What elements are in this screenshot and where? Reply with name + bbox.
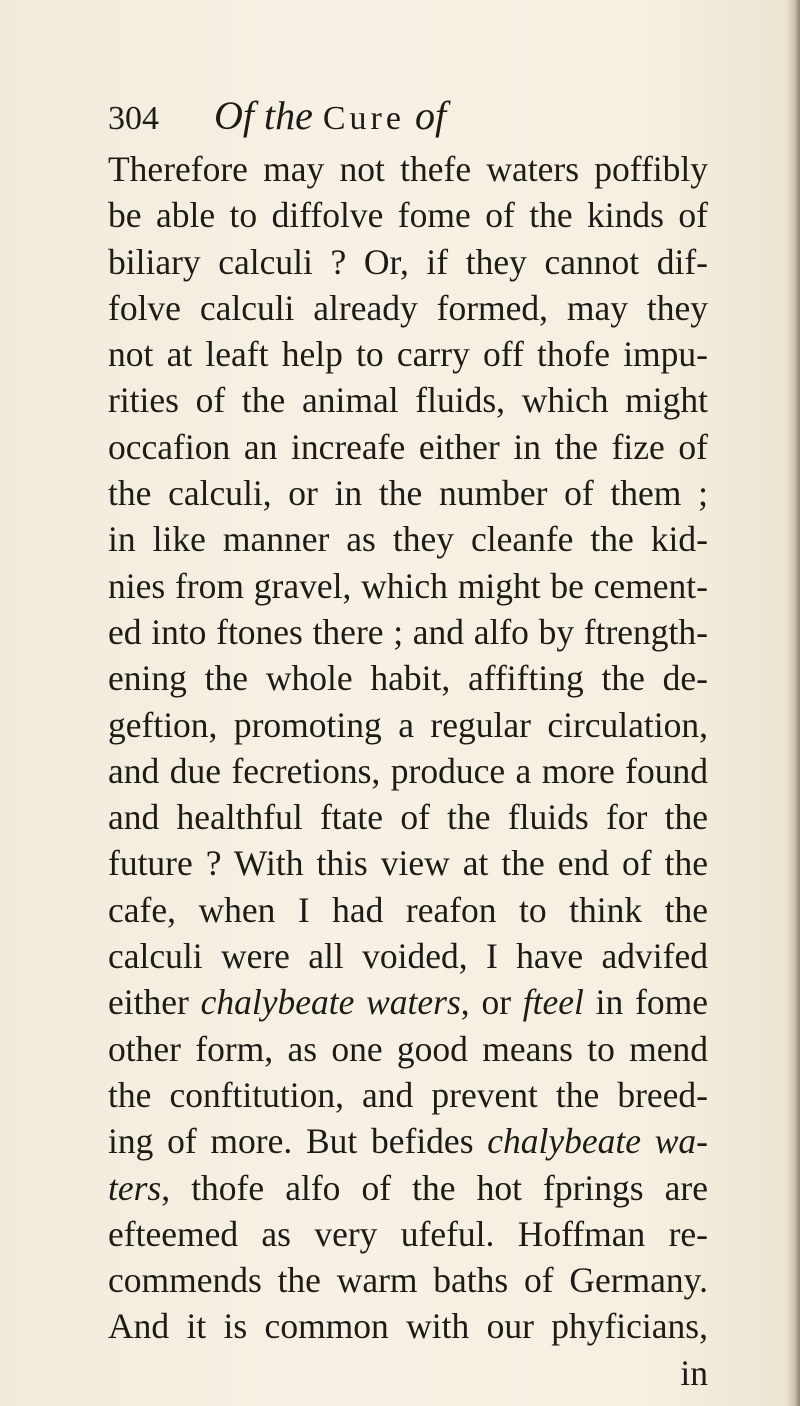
- text-line: [108, 377, 708, 423]
- text-run: geftion, promoting a regular circulation,: [108, 704, 708, 745]
- text-line: [108, 424, 708, 470]
- running-title: [214, 86, 446, 149]
- text-line: [108, 748, 708, 794]
- text-line: [108, 1211, 708, 1257]
- text-line: [108, 609, 708, 655]
- text-line: [108, 331, 708, 377]
- text-line: [108, 1118, 708, 1164]
- text-line: [108, 1257, 708, 1303]
- text-run: ing of more. But befides: [108, 1121, 488, 1162]
- text-line: [108, 146, 708, 192]
- text-run: commends the warm baths of Germany.: [108, 1260, 708, 1301]
- text-run: ed into ftones there ; and alfo by ftrength-: [108, 611, 708, 652]
- running-title-part-1: Of the: [214, 93, 313, 138]
- running-header: [108, 86, 708, 146]
- text-line: [108, 285, 708, 331]
- text-run: nies from gravel, which might be cement-: [108, 565, 708, 606]
- text-run: , or: [460, 982, 523, 1023]
- body-text: [108, 146, 708, 1396]
- text-line: [108, 1026, 708, 1072]
- text-run: occafion an increafe either in the fize of: [108, 426, 708, 467]
- text-line: [108, 794, 708, 840]
- page-number: 304: [108, 100, 159, 137]
- text-run: other form, as one good means to mend: [108, 1028, 708, 1069]
- text-run: , thofe alfo of the hot fprings are: [161, 1167, 708, 1208]
- text-line: [108, 470, 708, 516]
- text-line: [108, 655, 708, 701]
- text-line: [108, 516, 708, 562]
- text-run: in: [680, 1352, 708, 1393]
- catchword: [108, 1350, 708, 1396]
- page-edge-shadow: [786, 0, 800, 1406]
- italic-run: fteel: [522, 982, 584, 1023]
- text-run: ening the whole habit, affifting the de-: [108, 658, 708, 699]
- text-run: calculi were all voided, I have advifed: [108, 936, 708, 977]
- text-line: [108, 563, 708, 609]
- text-line: [108, 192, 708, 238]
- text-line: [108, 1072, 708, 1118]
- text-run: and healthful ftate of the fluids for the: [108, 797, 708, 838]
- italic-run: ters: [108, 1167, 162, 1208]
- text-line: [108, 979, 708, 1025]
- text-run: efteemed as very ufeful. Hoffman re-: [108, 1213, 708, 1254]
- text-run: the conftitution, and prevent the breed-: [108, 1074, 708, 1115]
- italic-run: chalybeate wa-: [487, 1121, 708, 1162]
- text-run: cafe, when I had reafon to think the: [108, 889, 708, 930]
- text-run: biliary calculi ? Or, if they cannot dif-: [108, 241, 708, 282]
- text-run: either: [108, 982, 201, 1023]
- text-run: not at leaft help to carry off thofe impu-: [108, 334, 708, 375]
- text-run: Therefore may not thefe waters poffibly: [108, 149, 708, 189]
- text-line: [108, 933, 708, 979]
- text-line: [108, 887, 708, 933]
- text-line: [108, 1165, 708, 1211]
- text-run: future ? With this view at the end of the: [108, 843, 708, 884]
- text-run: the calculi, or in the number of them ;: [108, 473, 708, 514]
- text-run: rities of the animal fluids, which might: [108, 380, 708, 421]
- running-title-part-3: of: [414, 93, 447, 138]
- text-run: and due fecretions, produce a more found: [108, 750, 708, 791]
- text-run: And it is common with our phyficians,: [108, 1306, 708, 1347]
- text-line: [108, 1303, 708, 1349]
- text-line: [108, 239, 708, 285]
- text-run: be able to diffolve fome of the kinds of: [108, 195, 708, 236]
- text-line: [108, 840, 708, 886]
- text-run: in like manner as they cleanfe the kid-: [108, 519, 708, 560]
- running-title-part-2: Cure: [322, 100, 405, 137]
- text-run: folve calculi already formed, may they: [108, 287, 708, 328]
- italic-run: chalybeate waters: [200, 982, 461, 1023]
- text-run: in fome: [583, 982, 709, 1023]
- text-line: [108, 702, 708, 748]
